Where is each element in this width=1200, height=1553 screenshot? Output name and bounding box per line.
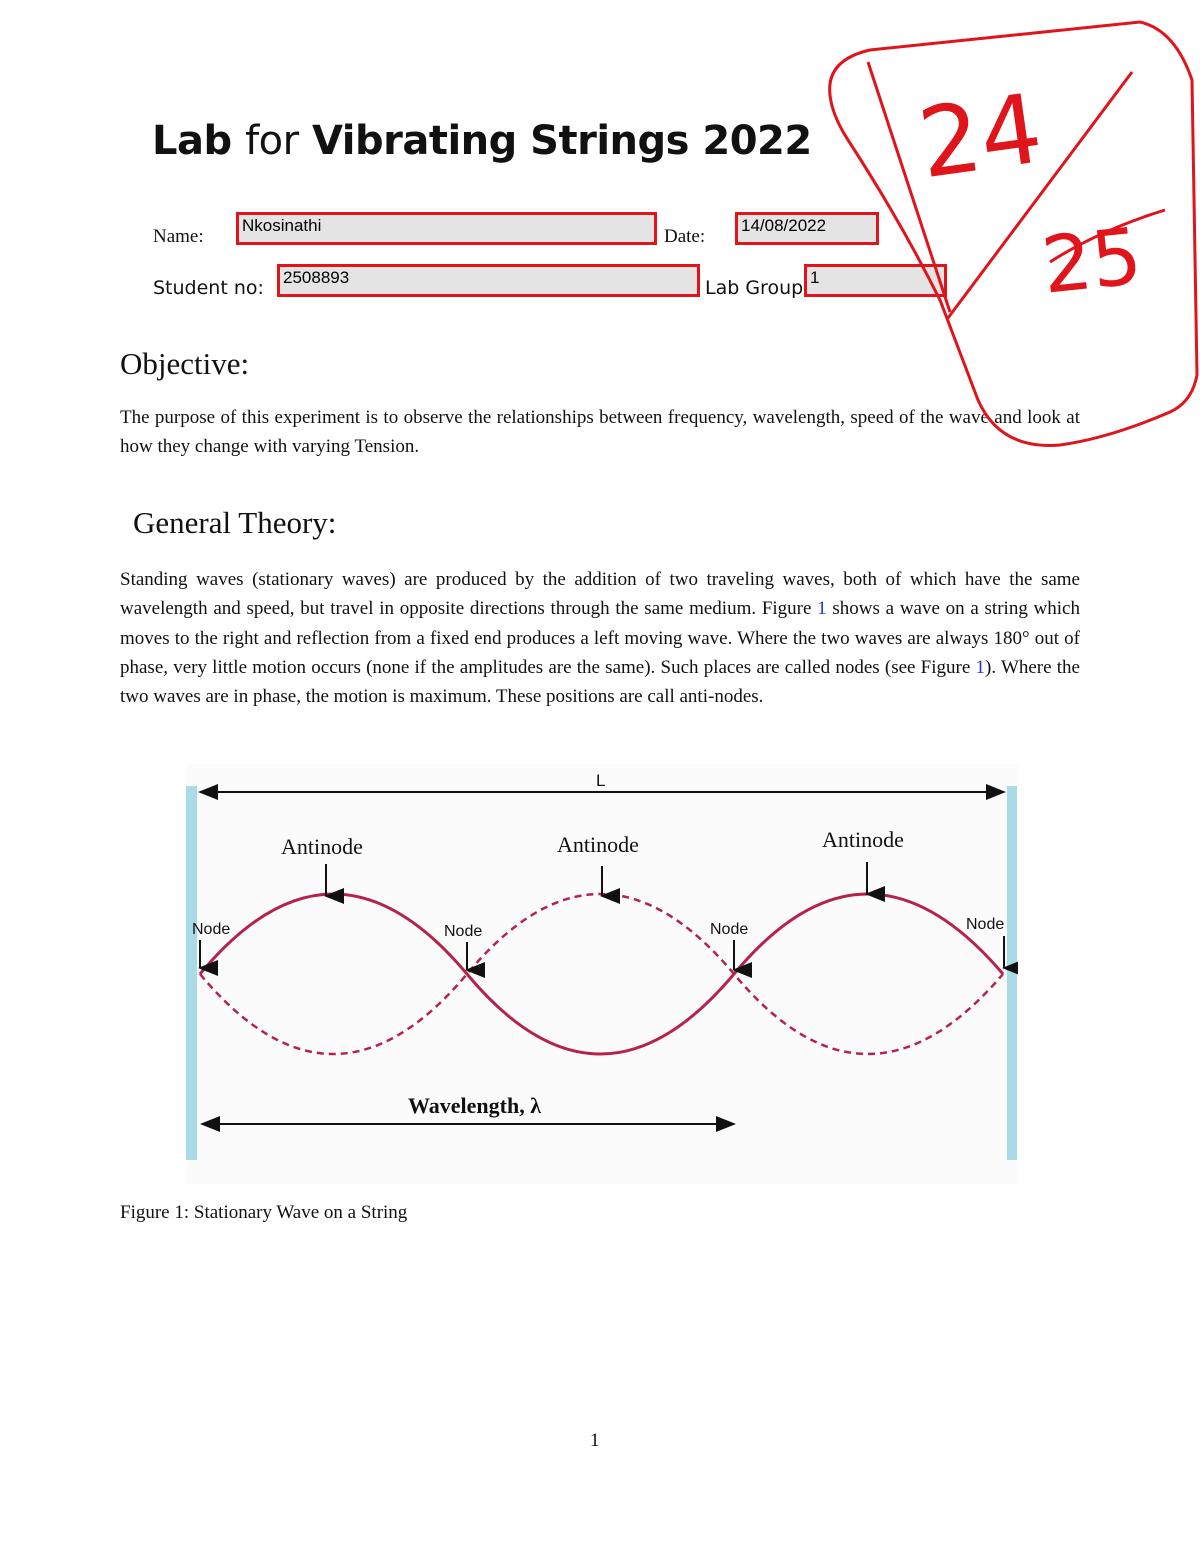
figure-ref-link[interactable]: 1	[817, 598, 827, 620]
left-wall	[186, 786, 197, 1160]
grade-total: 25	[1037, 211, 1146, 312]
wave-solid	[200, 894, 1003, 1054]
wave-dashed	[200, 894, 1003, 1054]
figure-caption: Figure 1: Stationary Wave on a String	[120, 1202, 408, 1223]
theory-heading: General Theory:	[133, 505, 337, 540]
grade-score: 24	[912, 72, 1049, 201]
name-field[interactable]: Nkosinathi	[236, 212, 657, 245]
grade-fraction-bar	[1050, 210, 1165, 262]
wavelength-label: Wavelength, λ	[408, 1093, 542, 1118]
page-number: 1	[590, 1430, 600, 1451]
node-label: Node	[966, 916, 1005, 933]
standing-wave-figure	[186, 764, 1018, 1184]
student-no-field[interactable]: 2508893	[277, 264, 700, 297]
title-for: for	[245, 118, 299, 164]
node-label: Node	[192, 921, 231, 938]
antinode-label: Antinode	[557, 832, 639, 857]
date-field[interactable]: 14/08/2022	[735, 212, 879, 245]
antinode-label: Antinode	[822, 827, 904, 852]
lab-group-field[interactable]: 1	[804, 264, 947, 297]
objective-heading: Objective:	[120, 346, 250, 381]
student-no-label: Student no:	[153, 277, 264, 299]
antinode-label: Antinode	[281, 834, 363, 859]
name-label: Name:	[153, 226, 204, 247]
theory-text-1: Standing waves (stationary waves) are produced by the addition of two traveling waves, both of which have the same wavelength and speed, but travel in opposite directions through the same medium. Figure	[120, 569, 1080, 620]
right-wall	[1007, 786, 1017, 1160]
document-title	[152, 118, 812, 164]
figure-ref-link[interactable]: 1	[975, 656, 985, 678]
objective-text: The purpose of this experiment is to observe the relationships between frequency, wavelength, speed of the wave and look at how they change with varying Tension.	[120, 407, 1080, 458]
theory-text-2: shows a wave on a string which moves to the right and reflection from a fixed end produces a left moving wave. Where the two waves are always 180° out of phase, very little motion occurs (none if the amplitudes are the same). Such places are called nodes (see Figure	[120, 598, 1080, 678]
length-label: L	[596, 771, 606, 790]
date-label: Date:	[664, 226, 706, 247]
node-label: Node	[444, 923, 483, 940]
theory-text	[120, 565, 1080, 711]
grade-outline	[830, 22, 1197, 445]
title-main: Vibrating Strings 2022	[312, 118, 812, 164]
grade-stroke	[948, 72, 1132, 318]
theory-text-3: ). Where the two waves are in phase, the motion is maximum. These positions are call anti-nodes.	[120, 656, 1080, 708]
node-label: Node	[710, 921, 749, 938]
title-lab: Lab	[152, 118, 232, 164]
lab-group-label: Lab Group	[705, 277, 804, 299]
